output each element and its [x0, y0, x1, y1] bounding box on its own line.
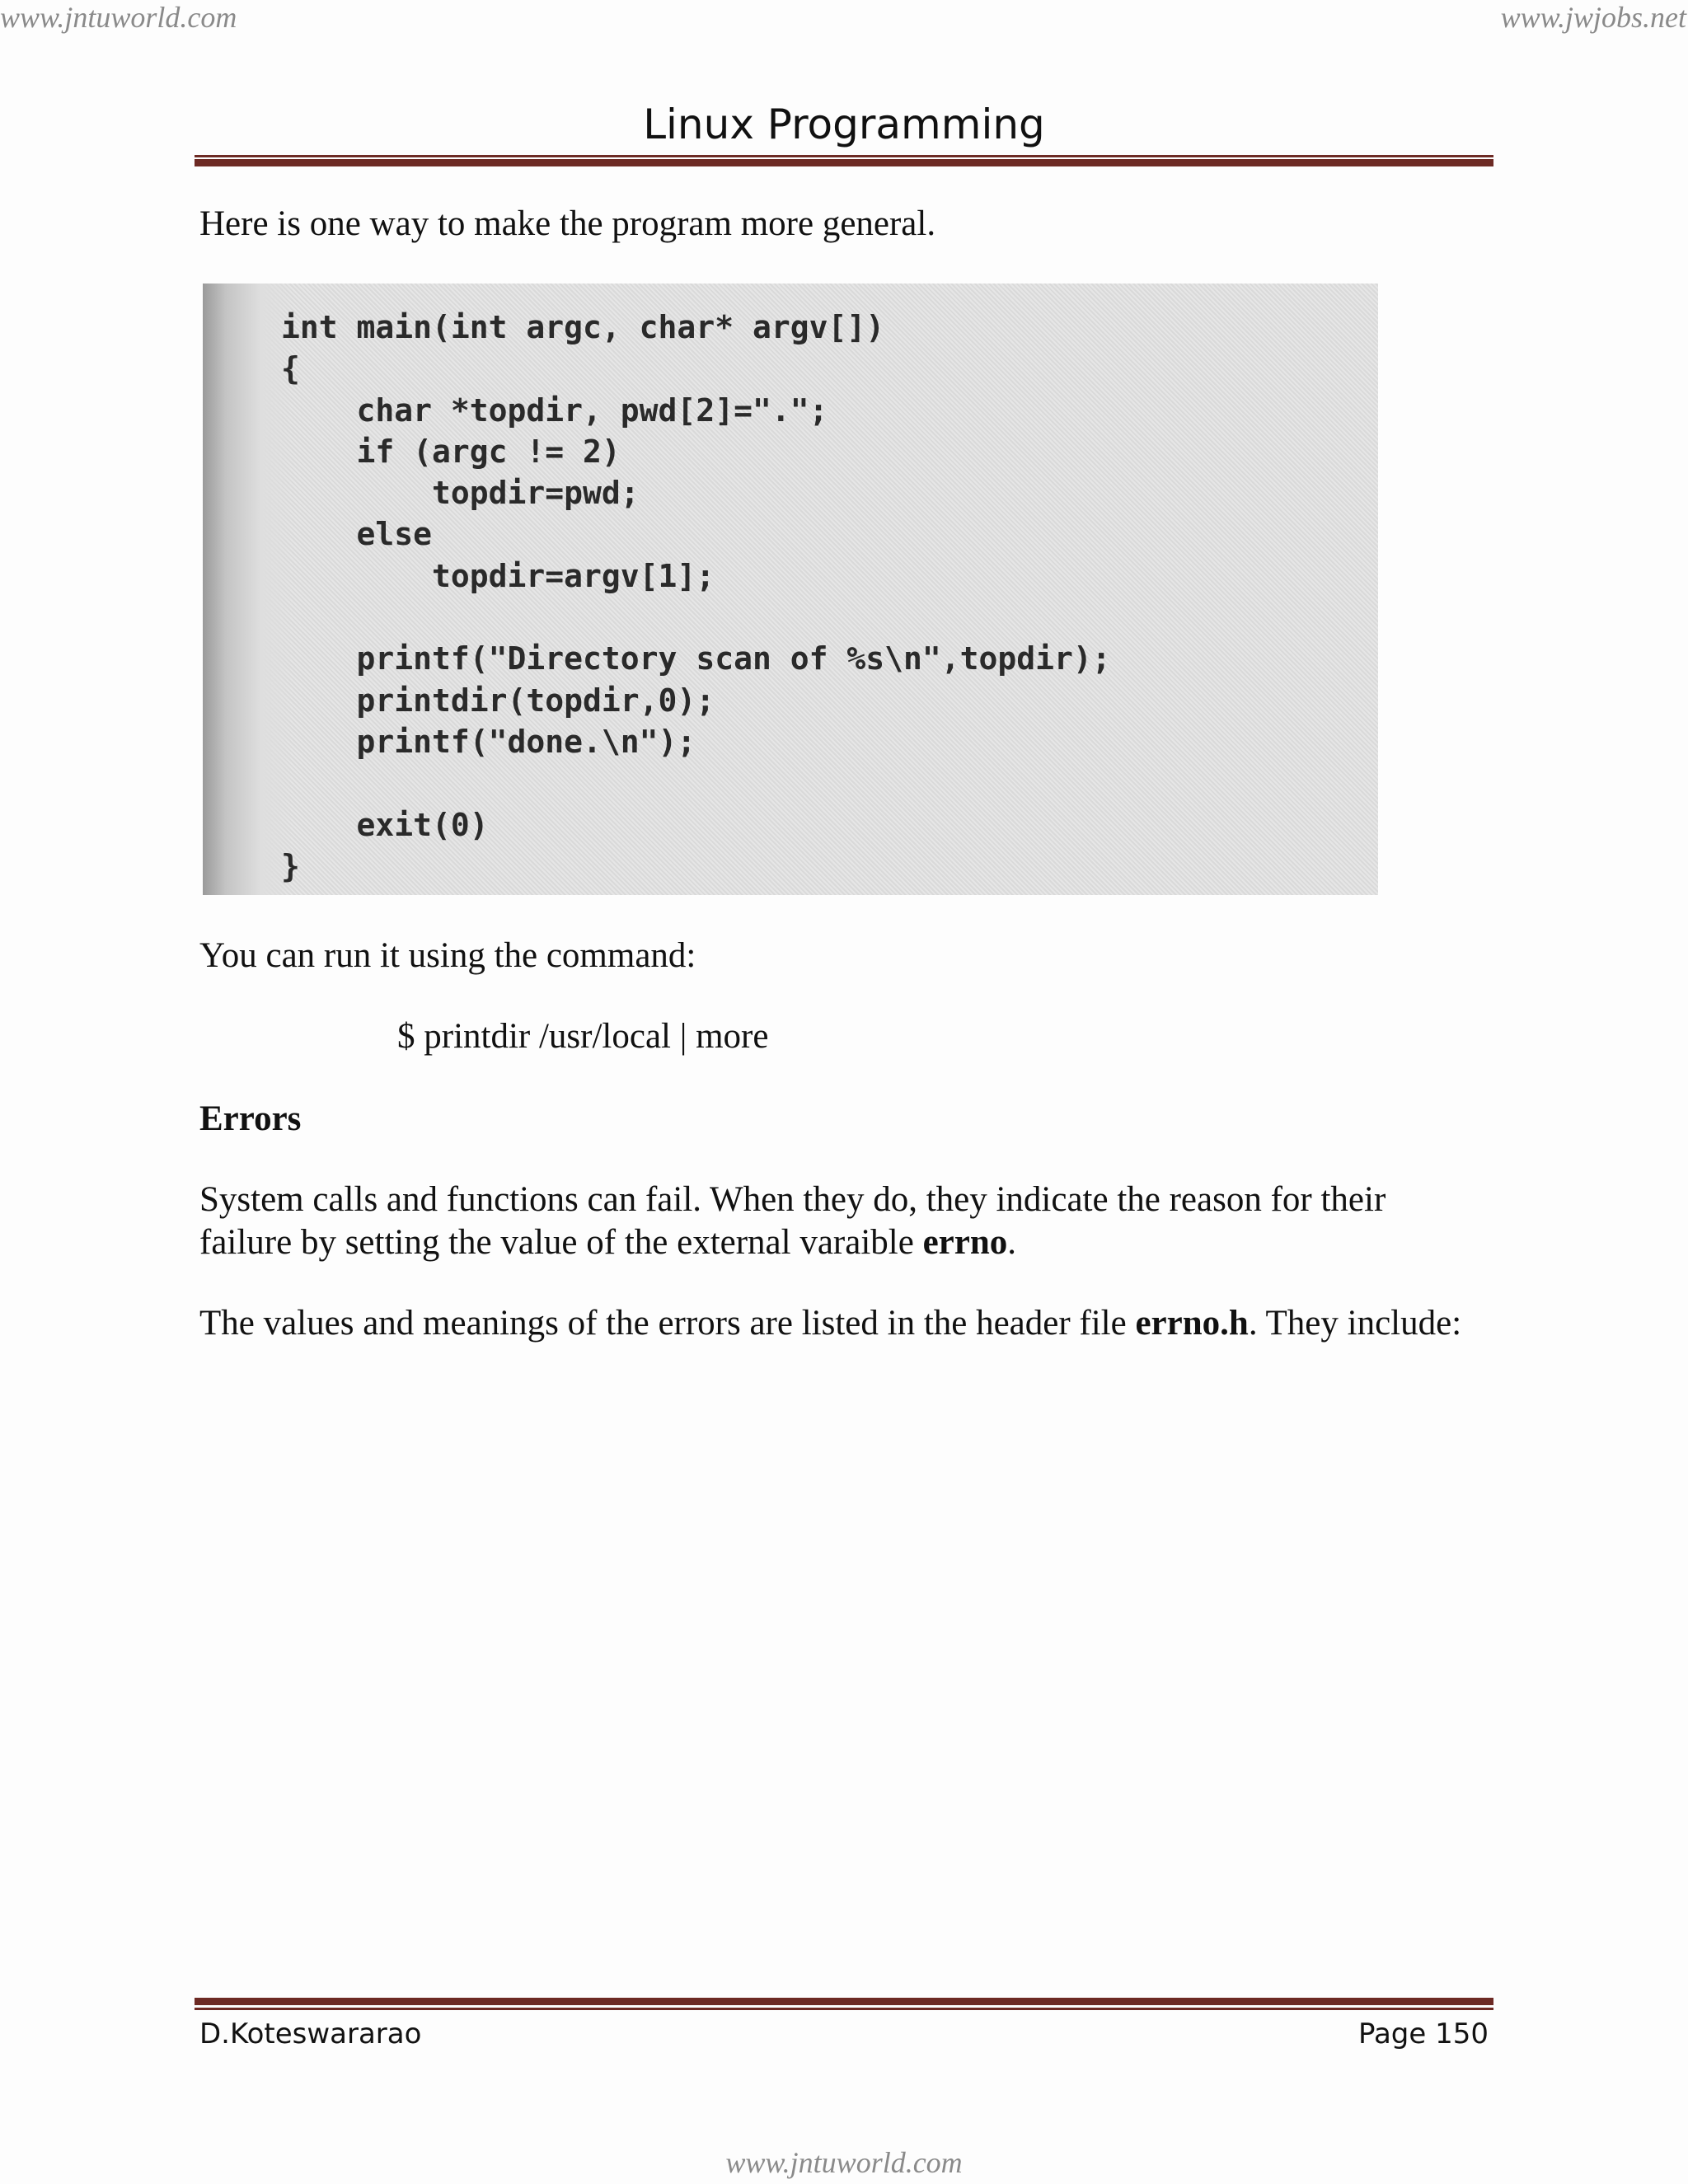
errors-desc-end: .	[1007, 1223, 1016, 1262]
header-title: Linux Programming	[643, 101, 1045, 148]
header-rule-thin	[195, 155, 1493, 157]
header-rule-thick	[195, 159, 1493, 166]
errors-heading: Errors	[199, 1099, 302, 1138]
errno-keyword: errno	[922, 1223, 1008, 1262]
page-footer	[195, 1998, 1493, 2055]
page-header	[195, 101, 1493, 166]
errno-header-keyword: errno.h	[1135, 1304, 1249, 1343]
watermark-top-right: www.jwjobs.net	[1500, 1, 1686, 34]
footer-rule-thick	[195, 1998, 1493, 2005]
errors-values-end: . They include:	[1248, 1304, 1462, 1343]
watermark-top-left: www.jntuworld.com	[0, 1, 237, 34]
run-command-paragraph: You can run it using the command:	[199, 936, 696, 975]
footer-author: D.Koteswararao	[199, 2018, 422, 2050]
footer-rule-thin	[195, 2008, 1493, 2010]
shell-command: $ printdir /usr/local | more	[397, 1017, 769, 1056]
errors-desc-text: System calls and functions can fail. When they do, they indicate the reason for their failure by setting the value of the external varaible	[199, 1180, 1386, 1262]
code-listing: int main(int argc, char* argv[]) { char *topdir, pwd[2]="."; if (argc != 2) topdir=pwd; else topdir=argv[1]; printf("Directory scan of %s\n",topdir); printdir(topdir,0); printf("done.\n"); exit(0) }	[281, 309, 1111, 884]
errors-values-text: The values and meanings of the errors are listed in the header file	[199, 1304, 1136, 1343]
errors-description-paragraph	[199, 1179, 1485, 1264]
code-listing-image	[203, 284, 1378, 895]
watermark-bottom: www.jntuworld.com	[725, 2146, 963, 2179]
footer-page-number: Page 150	[1357, 2018, 1489, 2050]
errors-values-paragraph	[199, 1302, 1485, 1345]
intro-paragraph: Here is one way to make the program more general.	[199, 204, 936, 243]
